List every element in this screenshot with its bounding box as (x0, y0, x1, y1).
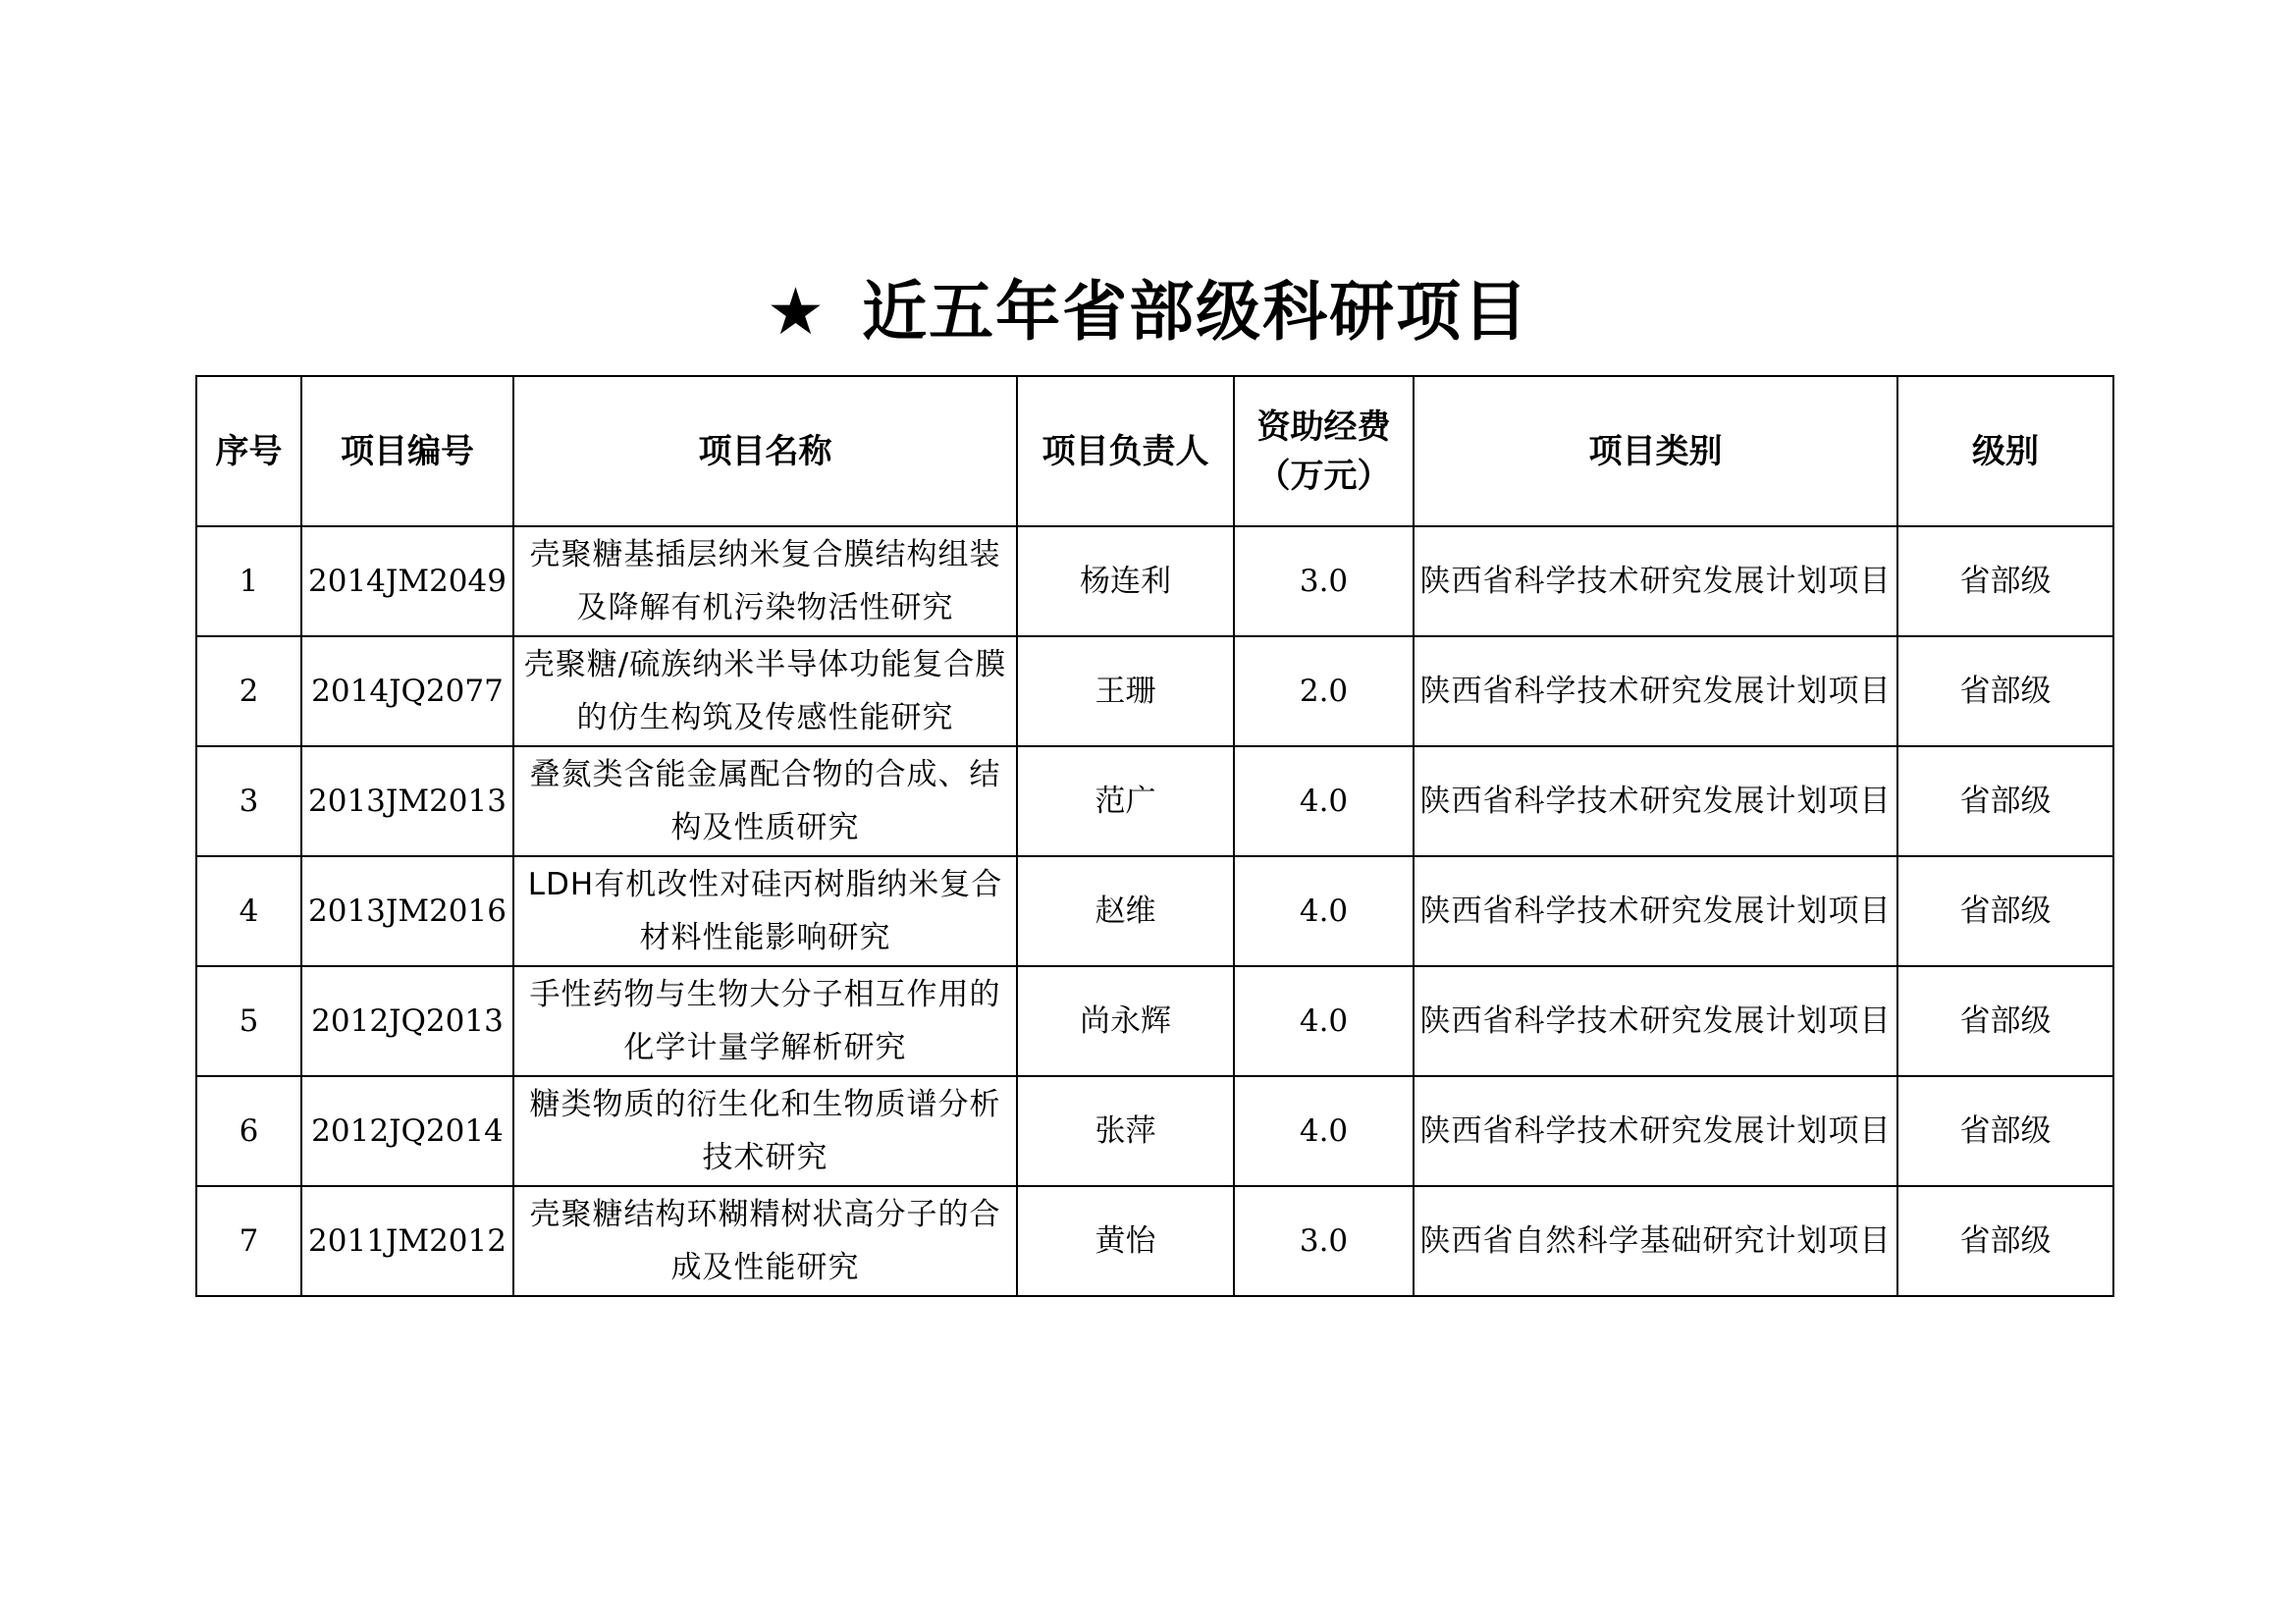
cell-seq: 7 (196, 1186, 301, 1296)
cell-name: 手性药物与生物大分子相互作用的化学计量学解析研究 (513, 966, 1017, 1076)
cell-category: 陕西省自然科学基础研究计划项目 (1414, 1186, 1897, 1296)
cell-seq: 6 (196, 1076, 301, 1186)
cell-level: 省部级 (1897, 856, 2113, 966)
header-level: 级别 (1897, 376, 2113, 526)
cell-seq: 3 (196, 746, 301, 856)
cell-leader: 范广 (1017, 746, 1234, 856)
cell-leader: 赵维 (1017, 856, 1234, 966)
cell-funding: 4.0 (1234, 1076, 1414, 1186)
cell-name: 糖类物质的衍生化和生物质谱分析技术研究 (513, 1076, 1017, 1186)
cell-code: 2012JQ2013 (301, 966, 513, 1076)
cell-name: 叠氮类含能金属配合物的合成、结构及性质研究 (513, 746, 1017, 856)
projects-table (195, 375, 2114, 1297)
table-row (196, 526, 2113, 636)
header-funding (1234, 376, 1414, 526)
cell-leader: 王珊 (1017, 636, 1234, 746)
header-name: 项目名称 (513, 376, 1017, 526)
header-funding-line2: （万元） (1256, 456, 1391, 496)
cell-level: 省部级 (1897, 966, 2113, 1076)
table-row (196, 636, 2113, 746)
cell-leader: 尚永辉 (1017, 966, 1234, 1076)
cell-leader: 张萍 (1017, 1076, 1234, 1186)
cell-category: 陕西省科学技术研究发展计划项目 (1414, 636, 1897, 746)
cell-level: 省部级 (1897, 1076, 2113, 1186)
page-title-text: 近五年省部级科研项目 (862, 274, 1530, 350)
header-leader: 项目负责人 (1017, 376, 1234, 526)
cell-funding: 3.0 (1234, 526, 1414, 636)
cell-category: 陕西省科学技术研究发展计划项目 (1414, 526, 1897, 636)
cell-leader: 黄怡 (1017, 1186, 1234, 1296)
cell-code: 2011JM2012 (301, 1186, 513, 1296)
cell-funding: 4.0 (1234, 966, 1414, 1076)
table-header-row (196, 376, 2113, 526)
cell-funding: 4.0 (1234, 746, 1414, 856)
cell-category: 陕西省科学技术研究发展计划项目 (1414, 1076, 1897, 1186)
table-row (196, 966, 2113, 1076)
cell-seq: 4 (196, 856, 301, 966)
cell-code: 2014JQ2077 (301, 636, 513, 746)
header-seq: 序号 (196, 376, 301, 526)
cell-name: LDH有机改性对硅丙树脂纳米复合材料性能影响研究 (513, 856, 1017, 966)
star-icon: ★ (766, 274, 828, 350)
cell-leader: 杨连利 (1017, 526, 1234, 636)
header-category: 项目类别 (1414, 376, 1897, 526)
header-code: 项目编号 (301, 376, 513, 526)
table-row (196, 1186, 2113, 1296)
cell-category: 陕西省科学技术研究发展计划项目 (1414, 746, 1897, 856)
cell-code: 2013JM2016 (301, 856, 513, 966)
cell-funding: 4.0 (1234, 856, 1414, 966)
cell-name: 壳聚糖结构环糊精树状高分子的合成及性能研究 (513, 1186, 1017, 1296)
cell-category: 陕西省科学技术研究发展计划项目 (1414, 966, 1897, 1076)
cell-level: 省部级 (1897, 746, 2113, 856)
cell-level: 省部级 (1897, 1186, 2113, 1296)
cell-category: 陕西省科学技术研究发展计划项目 (1414, 856, 1897, 966)
cell-funding: 3.0 (1234, 1186, 1414, 1296)
cell-funding: 2.0 (1234, 636, 1414, 746)
cell-level: 省部级 (1897, 526, 2113, 636)
table-row (196, 1076, 2113, 1186)
cell-level: 省部级 (1897, 636, 2113, 746)
cell-seq: 5 (196, 966, 301, 1076)
header-funding-line1: 资助经费 (1256, 406, 1391, 447)
cell-code: 2013JM2013 (301, 746, 513, 856)
page-title (0, 263, 2296, 361)
cell-code: 2012JQ2014 (301, 1076, 513, 1186)
cell-seq: 1 (196, 526, 301, 636)
cell-name: 壳聚糖/硫族纳米半导体功能复合膜的仿生构筑及传感性能研究 (513, 636, 1017, 746)
cell-name: 壳聚糖基插层纳米复合膜结构组装及降解有机污染物活性研究 (513, 526, 1017, 636)
cell-seq: 2 (196, 636, 301, 746)
table-row (196, 856, 2113, 966)
cell-code: 2014JM2049 (301, 526, 513, 636)
table-row (196, 746, 2113, 856)
